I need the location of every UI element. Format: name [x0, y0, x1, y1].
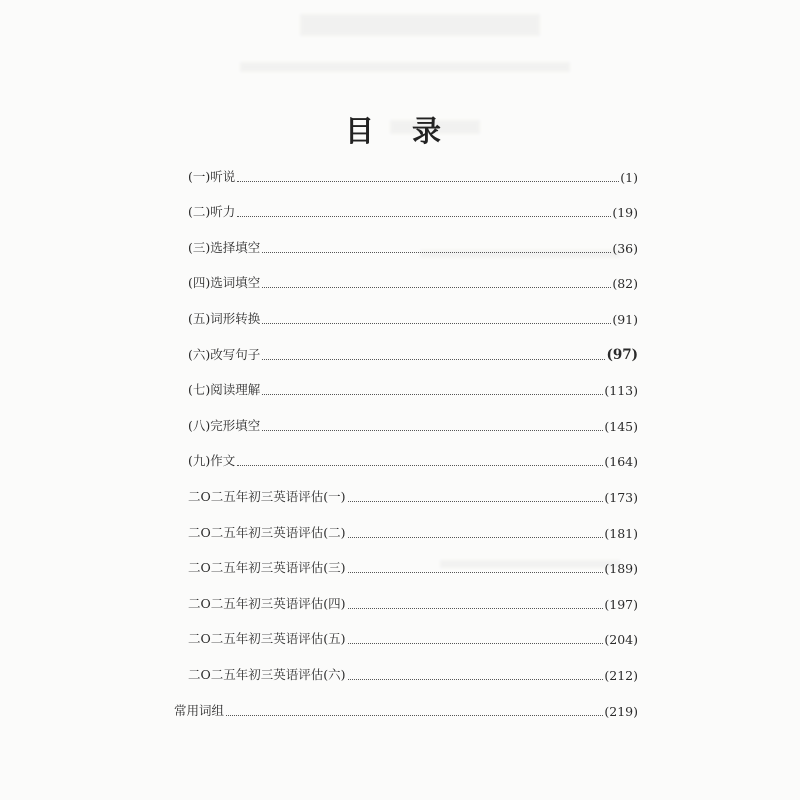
toc-entry[interactable]: [188, 649, 638, 685]
toc-dot-leader: [237, 216, 611, 217]
toc-entry[interactable]: [188, 614, 638, 650]
toc-entry-page-number: (219): [604, 703, 638, 719]
toc-entry-page-number: (189): [604, 561, 638, 577]
toc-dot-leader: [348, 572, 604, 573]
toc-entry-page-number: (1): [620, 169, 638, 185]
toc-dot-leader: [237, 181, 619, 182]
toc-entry-page-number: (197): [604, 596, 638, 612]
toc-entry[interactable]: [174, 685, 638, 721]
toc-entry[interactable]: [188, 222, 638, 258]
toc-entry-label: 二O二五年初三英语评估(四): [188, 595, 346, 611]
bleed-through-mark: [240, 62, 570, 72]
toc-entry-label: (九)作文: [188, 453, 236, 469]
toc-entry-label: 二O二五年初三英语评估(一): [188, 488, 346, 504]
toc-entry-label: (五)词形转换: [188, 310, 261, 326]
toc-entry[interactable]: [188, 578, 638, 614]
toc-dot-leader: [262, 252, 611, 253]
toc-entry-page-number: (97): [606, 346, 638, 363]
toc-dot-leader: [226, 715, 603, 716]
toc-entry[interactable]: [188, 329, 638, 365]
toc-entry-label: (六)改写句子: [188, 346, 261, 362]
toc-entry-page-number: (113): [604, 383, 638, 399]
toc-entry-label: 常用词组: [174, 702, 225, 718]
toc-entry[interactable]: [188, 258, 638, 294]
toc-dot-leader: [348, 679, 604, 680]
toc-dot-leader: [348, 643, 604, 644]
toc-entry[interactable]: [188, 293, 638, 329]
toc-dot-leader: [262, 323, 611, 324]
toc-dot-leader: [348, 537, 604, 538]
toc-dot-leader: [237, 465, 603, 466]
toc-entry-page-number: (204): [604, 632, 638, 648]
toc-entry-label: 二O二五年初三英语评估(五): [188, 631, 346, 647]
toc-entry[interactable]: [188, 400, 638, 436]
toc-dot-leader: [262, 287, 611, 288]
toc-entry-label: (一)听说: [188, 168, 236, 184]
toc-dot-leader: [262, 394, 603, 395]
bleed-through-mark: [300, 14, 540, 36]
toc-entry[interactable]: [188, 365, 638, 401]
toc-dot-leader: [262, 359, 605, 360]
toc-entry-label: 二O二五年初三英语评估(二): [188, 524, 346, 540]
toc-entry[interactable]: [188, 436, 638, 472]
table-of-contents: [174, 151, 638, 721]
toc-dot-leader: [348, 608, 604, 609]
toc-entry[interactable]: [188, 471, 638, 507]
toc-entry[interactable]: [188, 507, 638, 543]
toc-entry[interactable]: [188, 543, 638, 579]
toc-entry-page-number: (19): [612, 205, 638, 221]
toc-entry-page-number: (145): [604, 418, 638, 434]
toc-entry-page-number: (91): [612, 311, 638, 327]
toc-entry-label: (八)完形填空: [188, 417, 261, 433]
toc-entry-page-number: (173): [604, 489, 638, 505]
toc-entry-page-number: (212): [604, 667, 638, 683]
toc-entry-label: (四)选词填空: [188, 275, 261, 291]
toc-entry-label: 二O二五年初三英语评估(三): [188, 560, 346, 576]
toc-entry[interactable]: [188, 151, 638, 187]
toc-dot-leader: [262, 430, 603, 431]
page-title: 目 录: [344, 114, 456, 149]
toc-entry-label: (三)选择填空: [188, 239, 261, 255]
toc-entry-page-number: (181): [604, 525, 638, 541]
toc-entry-page-number: (164): [604, 454, 638, 470]
toc-entry-label: 二O二五年初三英语评估(六): [188, 666, 346, 682]
toc-entry-label: (七)阅读理解: [188, 382, 261, 398]
toc-dot-leader: [348, 501, 604, 502]
toc-entry-label: (二)听力: [188, 204, 236, 220]
toc-entry-page-number: (36): [612, 240, 638, 256]
toc-entry-page-number: (82): [612, 276, 638, 292]
toc-entry[interactable]: [188, 187, 638, 223]
